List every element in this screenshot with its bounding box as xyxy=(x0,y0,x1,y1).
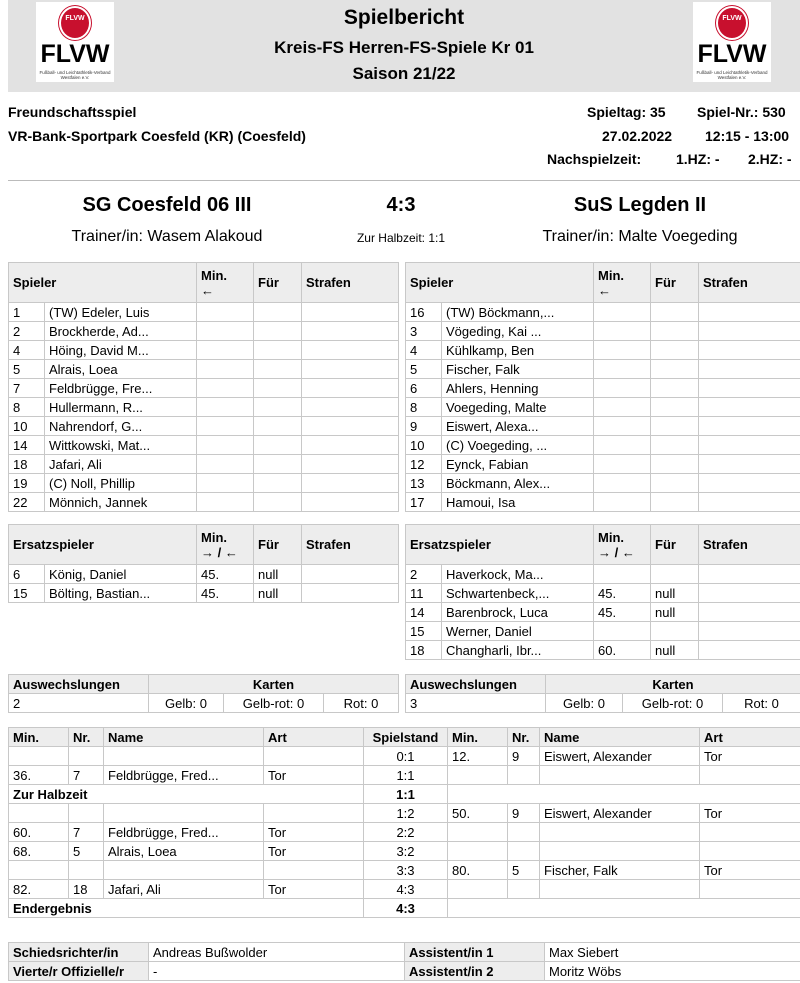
flvw-logo-left: FLVW FLVW Fußball- und Leichtathletik-Verband Westfalen e.V. xyxy=(36,2,114,82)
event-row: Zur Halbzeit 1:1 xyxy=(9,785,800,804)
horse-crest-icon: FLVW xyxy=(716,6,748,40)
home-lineup-table: Spieler Min. ← Für Strafen 1 (TW) Edeler, Luis 2 Brockherde, Ad... 4 Höing, David M... 5 Alrais, Loea 7 Feldbrügge, Fre... 8 Hullermann, R... 10 Nahrendorf, G... 14 Wittkowski, Mat... 18 Jafari, Ali 19 (C) Noll, Phillip 22 Mönnich, Jannek xyxy=(8,262,399,512)
officials-table: Schiedsrichter/in Andreas Bußwolder Assistent/in 1 Max Siebert Vierte/r Offizielle/r - Assistent/in 2 Moritz Wöbs xyxy=(8,942,800,981)
flvw-logo-right: FLVW FLVW Fußball- und Leichtathletik-Verband Westfalen e.V. xyxy=(693,2,771,82)
spiel-nr: Spiel-Nr.: 530 xyxy=(697,104,786,120)
player-row: 19 (C) Noll, Phillip xyxy=(9,474,399,493)
goals-table: Min. Nr. Name Art Spielstand Min. Nr. Name Art 0:1 12. 9 Eiswert, Alexander Tor 36. 7 Feldbrügge, Fred... Tor 1:1 Zur Halbzeit 1:1 1:2 50. 9 Eiswert, Alexander Tor 60. 7 Feldbrügge, Fred... Tor 2:2 68. 5 Alrais, Loea Tor 3:2 3:3 80. 5 Fischer, Falk Tor 82. 18 Jafari, Ali Tor 4:3 Endergebnis 4:3 xyxy=(8,727,800,918)
event-row: 82. 18 Jafari, Ali Tor 4:3 xyxy=(9,880,800,899)
player-row: 11 Schwartenbeck,... 45. null xyxy=(406,584,800,603)
player-row: 2 Brockherde, Ad... xyxy=(9,322,399,341)
home-subs-table: Ersatzspieler Min. → / ← Für Strafen 6 König, Daniel 45. null 15 Bölting, Bastian... 45. null xyxy=(8,524,399,603)
player-row: 14 Barenbrock, Luca 45. null xyxy=(406,603,800,622)
player-row: 18 Jafari, Ali xyxy=(9,455,399,474)
home-team-name: SG Coesfeld 06 III xyxy=(82,194,252,216)
event-row: Endergebnis 4:3 xyxy=(9,899,800,918)
player-row: 6 König, Daniel 45. null xyxy=(9,565,399,584)
season-title: Saison 21/22 xyxy=(352,64,456,83)
venue: VR-Bank-Sportpark Coesfeld (KR) (Coesfeld) xyxy=(8,128,306,144)
player-row: 15 Bölting, Bastian... 45. null xyxy=(9,584,399,603)
event-row: 1:2 50. 9 Eiswert, Alexander Tor xyxy=(9,804,800,823)
away-summary-table: Auswechslungen Karten 3 Gelb: 0 Gelb-rot: 0 Rot: 0 xyxy=(405,674,800,713)
event-row: 3:3 80. 5 Fischer, Falk Tor xyxy=(9,861,800,880)
player-row: 22 Mönnich, Jannek xyxy=(9,493,399,512)
player-row: 18 Changharli, Ibr... 60. null xyxy=(406,641,800,660)
page-title: Spielbericht xyxy=(343,6,465,29)
spieltag: Spieltag: 35 xyxy=(587,104,666,120)
player-row: 14 Wittkowski, Mat... xyxy=(9,436,399,455)
away-lineup-table: Spieler Min. ← Für Strafen 16 (TW) Böckmann,... 3 Vögeding, Kai ... 4 Kühlkamp, Ben 5 Fischer, Falk 6 Ahlers, Henning 8 Voegeding, Malte 9 Eiswert, Alexa... 10 (C) Voegeding, ... 12 Eynck, Fabian 13 Böckmann, Alex... 17 Hamoui, Isa xyxy=(405,262,800,512)
event-row: 36. 7 Feldbrügge, Fred... Tor 1:1 xyxy=(9,766,800,785)
away-trainer: Trainer/in: Malte Voegeding xyxy=(542,228,738,245)
horse-crest-icon: FLVW xyxy=(59,6,91,40)
player-row: 15 Werner, Daniel xyxy=(406,622,800,641)
report-header xyxy=(8,0,800,92)
match-time: 12:15 - 13:00 xyxy=(705,128,790,144)
player-row: 13 Böckmann, Alex... xyxy=(406,474,800,493)
event-row: 68. 5 Alrais, Loea Tor 3:2 xyxy=(9,842,800,861)
player-row: 7 Feldbrügge, Fre... xyxy=(9,379,399,398)
player-row: 8 Voegeding, Malte xyxy=(406,398,800,417)
home-summary-table: Auswechslungen Karten 2 Gelb: 0 Gelb-rot: 0 Rot: 0 xyxy=(8,674,399,713)
player-row: 5 Alrais, Loea xyxy=(9,360,399,379)
match-date: 27.02.2022 xyxy=(602,128,673,144)
player-row: 5 Fischer, Falk xyxy=(406,360,800,379)
player-row: 9 Eiswert, Alexa... xyxy=(406,417,800,436)
competition-title: Kreis-FS Herren-FS-Spiele Kr 01 xyxy=(274,38,534,57)
away-team-name: SuS Legden II xyxy=(573,194,707,216)
event-row: 0:1 12. 9 Eiswert, Alexander Tor xyxy=(9,747,800,766)
home-trainer: Trainer/in: Wasem Alakoud xyxy=(71,228,263,245)
player-row: 12 Eynck, Fabian xyxy=(406,455,800,474)
player-row: 4 Kühlkamp, Ben xyxy=(406,341,800,360)
nachspielzeit-label: Nachspielzeit: xyxy=(547,151,642,167)
halftime-score: Zur Halbzeit: 1:1 xyxy=(356,231,446,245)
nachspielzeit-1hz: 1.HZ: - xyxy=(676,151,720,167)
player-row: 8 Hullermann, R... xyxy=(9,398,399,417)
match-type: Freundschaftsspiel xyxy=(8,104,137,120)
player-row: 4 Höing, David M... xyxy=(9,341,399,360)
player-row: 6 Ahlers, Henning xyxy=(406,379,800,398)
event-row: 60. 7 Feldbrügge, Fred... Tor 2:2 xyxy=(9,823,800,842)
nachspielzeit-2hz: 2.HZ: - xyxy=(748,151,792,167)
player-row: 2 Haverkock, Ma... xyxy=(406,565,800,584)
player-row: 3 Vögeding, Kai ... xyxy=(406,322,800,341)
player-row: 1 (TW) Edeler, Luis xyxy=(9,303,399,322)
away-subs-table: Ersatzspieler Min. → / ← Für Strafen 2 Haverkock, Ma... 11 Schwartenbeck,... 45. null 14 Barenbrock, Luca 45. null 15 Werner, Daniel 18 Changharli, Ibr... 60. null xyxy=(405,524,800,660)
divider xyxy=(8,180,800,181)
final-score: 4:3 xyxy=(386,194,416,216)
player-row: 16 (TW) Böckmann,... xyxy=(406,303,800,322)
player-row: 10 Nahrendorf, G... xyxy=(9,417,399,436)
player-row: 17 Hamoui, Isa xyxy=(406,493,800,512)
player-row: 10 (C) Voegeding, ... xyxy=(406,436,800,455)
